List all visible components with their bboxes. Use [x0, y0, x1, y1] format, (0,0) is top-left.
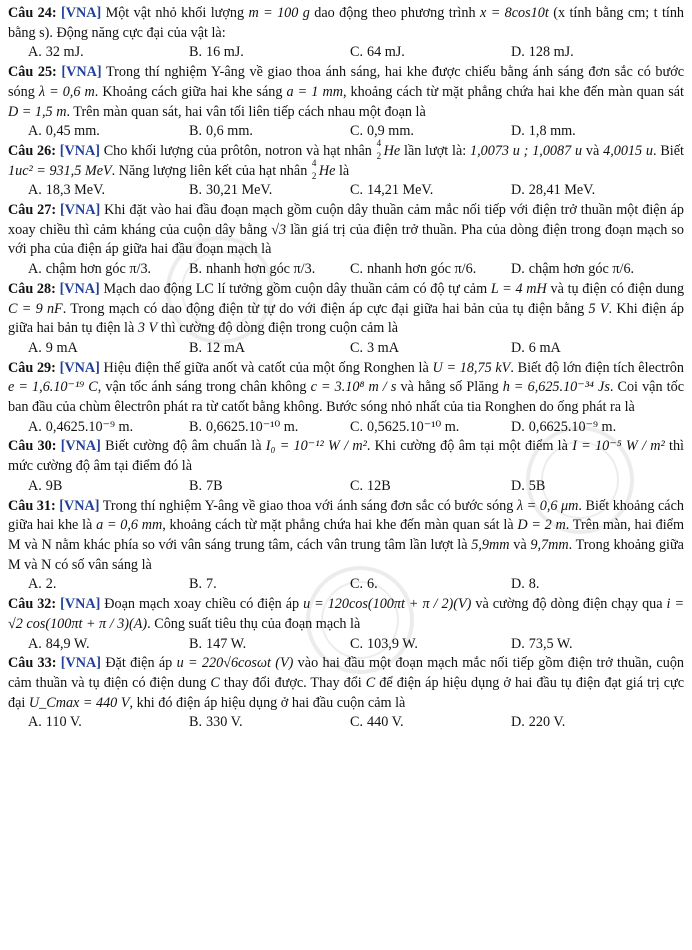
option-c[interactable]: C. 6.: [350, 576, 378, 593]
option-b[interactable]: B. 330 V.: [189, 714, 243, 731]
option-c[interactable]: C. 0,5625.10⁻¹⁰ m.: [350, 418, 460, 435]
option-a[interactable]: A. 32 mJ.: [28, 44, 84, 61]
option-a[interactable]: A. 9 mA: [28, 339, 78, 356]
question-number: Câu 30:: [8, 438, 57, 455]
option-c[interactable]: C. 64 mJ.: [350, 44, 405, 61]
question-number: Câu 26:: [8, 142, 56, 159]
question-text: Câu 29: [VNA] Hiệu điện thế giữa anốt và catốt của một ống Ronghen là U = 18,75 kV. Biết độ lớn điện tích êlectrôn e = 1,6.10⁻¹⁹ C, vận tốc ánh sáng trong chân không c = 3.10⁸ m / s và hằng số Plăng h = 6,625.10⁻³⁴ Js. Coi vận tốc ban đầu của chùm êlectrôn phát ra từ catốt bằng không. Bước sóng nhỏ nhất của tia Ronghen do ống phát ra là: [8, 359, 684, 416]
option-c[interactable]: C. 0,9 mm.: [350, 123, 414, 140]
option-d[interactable]: D. 73,5 W.: [511, 635, 573, 652]
options: [28, 181, 684, 201]
options: [28, 575, 684, 595]
option-d[interactable]: D. 5B: [511, 477, 546, 494]
nucleus-notation: 4 2: [311, 157, 317, 181]
options: [28, 260, 684, 280]
question-text: Câu 28: [VNA] Mạch dao động LC lí tưởng gồm cuộn dây thuần cảm có độ tự cảm L = 4 mH và tụ điện có điện dung C = 9 nF. Trong mạch có dao động điện từ tự do với điện áp cực đại giữa hai bản của tụ điện bằng 5 V. Khi điện áp giữa hai bản tụ điện là 3 V thì cường độ dòng điện trong cuộn cảm là: [8, 280, 685, 337]
question-number: Câu 33:: [8, 655, 57, 672]
question-27: [8, 201, 684, 280]
option-d[interactable]: D. 8.: [511, 576, 540, 593]
option-c[interactable]: C. 12B: [350, 477, 391, 494]
question-28: [8, 280, 684, 359]
question-25: [8, 63, 684, 142]
option-b[interactable]: B. nhanh hơn góc π/3.: [189, 261, 316, 278]
option-d[interactable]: D. 0,6625.10⁻⁹ m.: [511, 418, 617, 435]
option-a[interactable]: A. 0,4625.10⁻⁹ m.: [28, 418, 134, 435]
question-number: Câu 28:: [8, 280, 56, 297]
source-tag: [VNA]: [59, 142, 100, 159]
question-29: [8, 359, 684, 438]
question-text: Câu 31: [VNA] Trong thí nghiệm Y-âng về giao thoa với ánh sáng đơn sắc có bước sóng λ = 0,6 μm. Biết khoảng cách giữa hai khe là a = 0,6 mm, khoảng cách từ mặt phẳng chứa hai khe đến màn quan sát là D = 2 m. Trên màn, hai điểm M và N nằm khác phía so với vân sáng trung tâm, cách vân trung tâm lần lượt là 5,9mm và 9,7mm. Trong khoảng giữa M và N có số vân sáng là: [8, 497, 685, 573]
nucleus-notation: 4 2: [376, 137, 382, 161]
options: [28, 713, 684, 733]
option-a[interactable]: A. 18,3 MeV.: [28, 182, 106, 199]
option-a[interactable]: A. chậm hơn góc π/3.: [28, 261, 152, 278]
options: [28, 477, 684, 497]
option-b[interactable]: B. 0,6625.10⁻¹⁰ m.: [189, 418, 299, 435]
option-d[interactable]: D. 128 mJ.: [511, 44, 574, 61]
question-text: Câu 30: [VNA] Biết cường độ âm chuẩn là I₀ = 10⁻¹² W / m². Khi cường độ âm tại một điểm là I = 10⁻⁵ W / m² thì mức cường độ âm tại điểm đó là: [8, 438, 684, 475]
option-d[interactable]: D. 28,41 MeV.: [511, 182, 596, 199]
option-d[interactable]: D. 6 mA: [511, 339, 561, 356]
question-number: Câu 27:: [8, 202, 57, 219]
question-text: Câu 32: [VNA] Đoạn mạch xoay chiều có điện áp u = 120cos(100πt + π / 2)(V) và cường độ dòng điện chạy qua i = √2 cos(100πt + π / 3)(A). Công suất tiêu thụ của đoạn mạch là: [8, 596, 685, 632]
question-26: [8, 137, 684, 201]
option-a[interactable]: A. 2.: [28, 576, 57, 593]
option-c[interactable]: C. 103,9 W.: [350, 635, 418, 652]
option-b[interactable]: B. 30,21 MeV.: [189, 182, 273, 199]
question-32: [8, 595, 684, 654]
option-a[interactable]: A. 0,45 mm.: [28, 123, 100, 140]
question-33: [8, 654, 684, 733]
option-c[interactable]: C. 440 V.: [350, 714, 404, 731]
option-b[interactable]: B. 0,6 mm.: [189, 123, 253, 140]
option-a[interactable]: A. 9B: [28, 477, 63, 494]
question-number: Câu 31:: [8, 497, 56, 514]
option-c[interactable]: C. 3 mA: [350, 339, 399, 356]
source-tag: [VNA]: [59, 280, 100, 297]
source-tag: [VNA]: [61, 64, 102, 81]
source-tag: [VNA]: [60, 655, 101, 672]
question-31: [8, 497, 684, 596]
source-tag: [VNA]: [60, 5, 102, 21]
question-text: Câu 26: [VNA] Cho khối lượng của prôtôn, notron và hạt nhân 4 2 He lần lượt là: 1,0073 u ; 1,0087 u và 4,0015 u. Biết 1uc² = 931,5 MeV. Năng lượng liên kết của hạt nhân 4 2 He là: [8, 137, 684, 181]
option-a[interactable]: A. 110 V.: [28, 714, 82, 731]
question-number: Câu 25:: [8, 64, 57, 81]
option-b[interactable]: B. 7.: [189, 576, 217, 593]
option-a[interactable]: A. 84,9 W.: [28, 635, 90, 652]
question-text: Câu 25: [VNA] Trong thí nghiệm Y-âng về giao thoa ánh sáng, hai khe được chiếu bằng ánh sáng đơn sắc có bước sóng λ = 0,6 m. Khoảng cách giữa hai khe sáng a = 1 mm, khoảng cách từ mặt phẳng chứa hai khe đến màn quan sát D = 1,5 m. Trên màn quan sát, hai vân tối liên tiếp cách nhau một đoạn là: [8, 64, 685, 120]
question-number: Câu 29:: [8, 359, 56, 376]
question-number: Câu 24:: [8, 5, 57, 21]
question-text: Câu 24: [VNA] Một vật nhỏ khối lượng m = 100 g dao động theo phương trình x = 8cos10t (x tính bằng cm; t tính bằng s). Động năng cực đại của vật là:: [8, 5, 685, 41]
option-d[interactable]: D. 220 V.: [511, 714, 566, 731]
option-c[interactable]: C. 14,21 MeV.: [350, 182, 434, 199]
option-b[interactable]: B. 12 mA: [189, 339, 246, 356]
source-tag: [VNA]: [60, 596, 101, 613]
option-d[interactable]: D. chậm hơn góc π/6.: [511, 261, 635, 278]
option-d[interactable]: D. 1,8 mm.: [511, 123, 576, 140]
option-b[interactable]: B. 16 mJ.: [189, 44, 244, 61]
source-tag: [VNA]: [59, 359, 100, 376]
option-b[interactable]: B. 7B: [189, 477, 223, 494]
options: [28, 418, 684, 438]
source-tag: [VNA]: [59, 497, 100, 514]
options: [28, 122, 684, 142]
option-b[interactable]: B. 147 W.: [189, 635, 247, 652]
question-number: Câu 32:: [8, 596, 57, 613]
option-c[interactable]: C. nhanh hơn góc π/6.: [350, 261, 477, 278]
options: [28, 635, 684, 655]
source-tag: [VNA]: [60, 438, 101, 455]
question-24: [8, 4, 684, 63]
options: [28, 339, 684, 359]
source-tag: [VNA]: [60, 202, 101, 219]
question-text: Câu 27: [VNA] Khi đặt vào hai đầu đoạn mạch gồm cuộn dây thuần cảm mắc nối tiếp với điện trở thuần một điện áp xoay chiều thì cảm kháng của cuộn dây bằng √3 lần giá trị của điện trở thuần. Pha của dòng điện trong đoạn mạch so với pha của điện áp giữa hai đầu đoạn mạch là: [8, 202, 684, 258]
question-30: [8, 437, 684, 496]
options: [28, 43, 684, 63]
question-text: Câu 33: [VNA] Đặt điện áp u = 220√6cosωt (V) vào hai đầu một đoạn mạch mắc nối tiếp gồm điện trở thuần, cuộn cảm thuần và tụ điện có điện dung C thay đổi được. Thay đổi C để điện áp hiệu dụng ở hai đầu tụ điện đạt giá trị cực đại U_Cmax = 440 V, khi đó điện áp hiệu dụng ở hai đầu cuộn cảm là: [8, 655, 685, 711]
